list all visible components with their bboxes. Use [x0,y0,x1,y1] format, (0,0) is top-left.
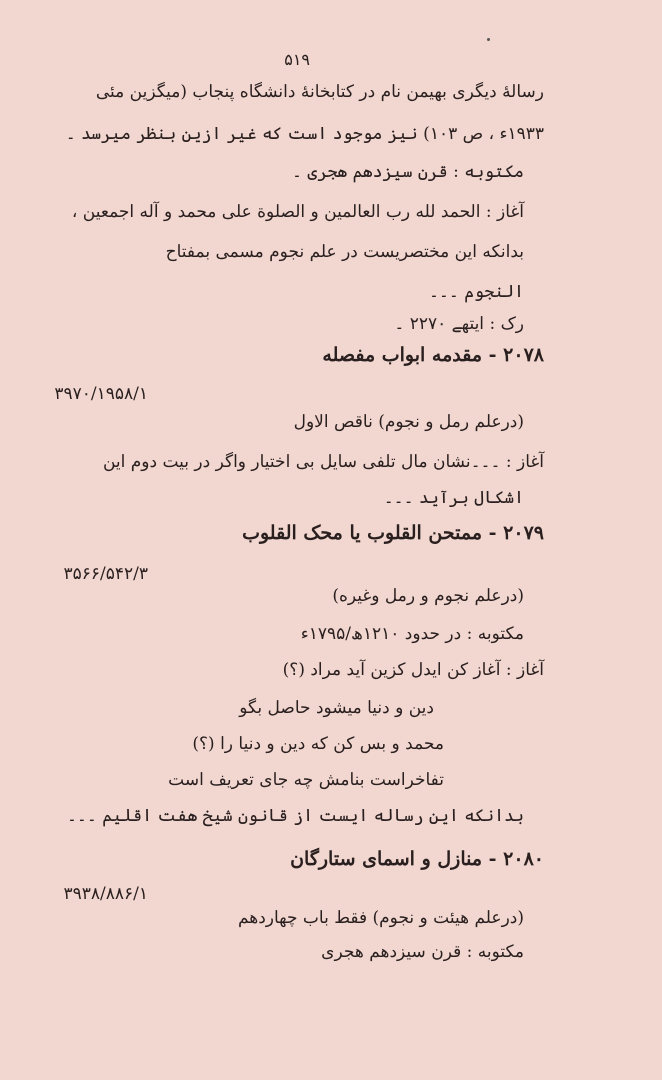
text-line: رسالهٔ دیگری بهیمن نام در کتابخانهٔ دانشگاه پنجاب (میگزین مئی [95,82,544,102]
text-line: اشکال برآید ۔۔۔ [383,488,524,508]
entry-reference: رک : ایتھے ۲۲۷۰ ۔ [394,314,524,334]
text-line: (درعلم نجوم و رمل وغیره) [332,586,524,606]
shelf-number: ۳۵۶۶/۵۴۲/۳ [63,564,148,584]
text-line: بدانکه این رساله ایست از قانون شیخ هفت اقلیم ۔۔۔ [66,806,524,826]
text-line: (درعلم رمل و نجوم) ناقص الاول [293,412,524,432]
entry-beginning: آغاز : آغاز کن ایدل کزین آید مراد (؟) [282,660,544,680]
speck [487,38,490,41]
entry-written: مکتوبه : در حدود ۱۲۱۰ھ/۱۷۹۵ء [300,624,524,644]
entry-heading: ۲۰۷۹ - ممتحن القلوب یا محک القلوب [242,522,544,544]
entry-beginning: آغاز : الحمد لله رب العالمین و الصلوة علی محمد و آله اجمعین ، [71,202,524,222]
verse-line: دین و دنیا میشود حاصل بگو [239,698,434,718]
entry-beginning: آغاز : ۔۔۔نشان مال تلفی سایل بی اختیار واگر در بیت دوم این [102,452,544,472]
entry-written: مکتوبه : قرن سیزدهم هجری ۔ [292,162,524,182]
text-line: بدانکه این مختصریست در علم نجوم مسمی بمفتاح [165,242,524,262]
text-line: (درعلم هیئت و نجوم) فقط باب چهاردهم [237,908,524,928]
entry-heading: ۲۰۸۰ - منازل و اسمای ستارگان [290,848,544,870]
entry-heading: ۲۰۷۸ - مقدمه ابواب مفصله [322,344,544,366]
shelf-number: ۳۹۷۰/۱۹۵۸/۱ [54,384,148,404]
shelf-number: ۳۹۳۸/۸۸۶/۱ [63,884,148,904]
page-number: ۵۱۹ [284,50,310,69]
text-line: النجوم ۔۔۔ [428,282,524,302]
verse-line: محمد و بس کن که دین و دنیا را (؟) [192,734,444,754]
verse-line: تفاخراست بنامش چه جای تعریف است [168,770,444,790]
text-line: ۱۹۳۳ء ، ص ۱۰۳) نیز موجود است که غیر ازین بنظر میرسد ۔ [65,124,544,144]
entry-written: مکتوبه : قرن سیزدهم هجری [321,942,524,962]
